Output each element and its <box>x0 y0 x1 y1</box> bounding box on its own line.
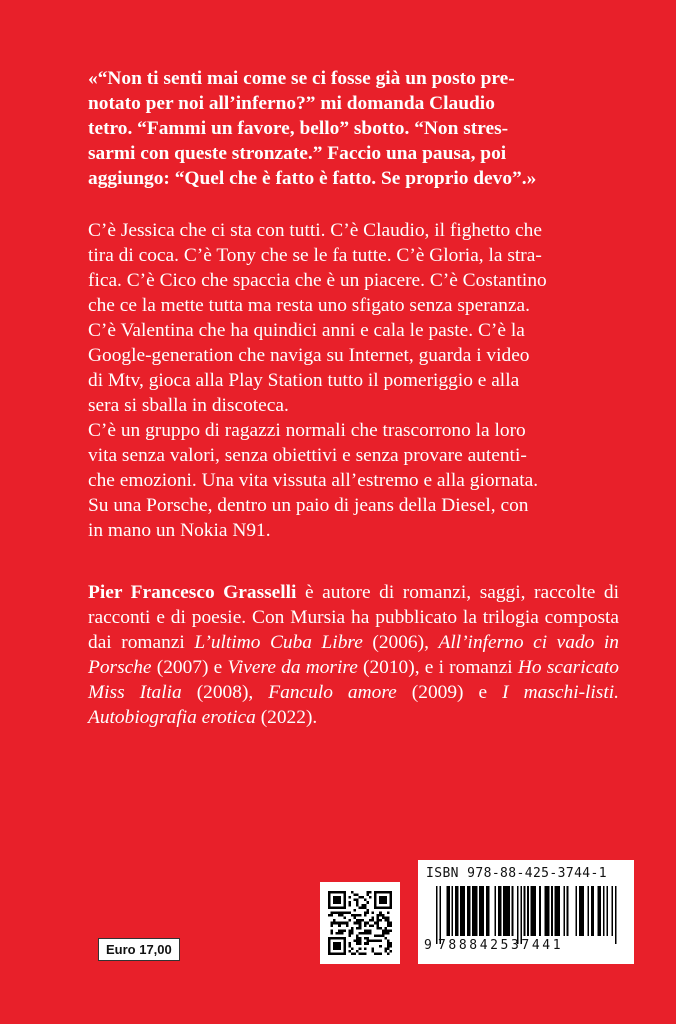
description-line: C’è Jessica che ci sta con tutti. C’è Claudio, il fighetto che <box>88 220 542 241</box>
bio-text: (2007) e <box>151 657 228 678</box>
quote-line: sarmi con queste stronzate.” Faccio una pausa, poi <box>88 143 507 164</box>
bio-text: (2022). <box>255 707 318 728</box>
description-block <box>88 218 619 543</box>
description-line: che ce la mette tutta ma resta uno sfigato senza speranza. <box>88 295 531 316</box>
qr-code <box>320 882 400 964</box>
bio-text: (2009) e <box>396 682 503 703</box>
qr-code-icon <box>328 890 392 956</box>
bio-text: (2010), e i romanzi <box>357 657 518 678</box>
description-line: che emozioni. Una vita vissuta all’estremo e alla giornata. <box>88 470 539 491</box>
description-line: sera si sballa in discoteca. <box>88 395 289 416</box>
bio-text: (2008), <box>181 682 269 703</box>
quote-line: aggiungo: “Quel che è fatto è fatto. Se proprio devo”.» <box>88 168 537 189</box>
isbn-label: ISBN 978-88-425-3744-1 <box>426 866 607 881</box>
book-title: Fanculo amore <box>268 682 397 703</box>
bio-text: è autore di romanzi, saggi, raccolte di racconti e di poesie. Con Mursia ha pubblicato la trilogia composta dai romanzi <box>88 582 619 653</box>
book-title: Vivere da morire <box>227 657 358 678</box>
ean-first-digit: 9 <box>424 938 432 953</box>
description-line: C’è un gruppo di ragazzi normali che trascorrono la loro <box>88 420 526 441</box>
bio-text: (2006), <box>362 632 439 653</box>
description-line: Google-generation che naviga su Internet, guarda i video <box>88 345 530 366</box>
quote-line: notato per noi all’inferno?” mi domanda Claudio <box>88 93 495 114</box>
quote-line: tetro. “Fammi un favore, bello” sbotto. “Non stres- <box>88 118 509 139</box>
ean-digits: 788842537441 <box>438 938 564 953</box>
description-line: Su una Porsche, dentro un paio di jeans della Diesel, con <box>88 495 529 516</box>
description-line: vita senza valori, senza obiettivi e senza provare autenti- <box>88 445 527 466</box>
price-label: Euro 17,00 <box>98 938 180 961</box>
description-line: fica. C’è Cico che spaccia che è un piacere. C’è Costantino <box>88 270 547 291</box>
description-line: C’è Valentina che ha quindici anni e cala le paste. C’è la <box>88 320 525 341</box>
book-title: L’ultimo Cuba Libre <box>194 632 363 653</box>
description-line: di Mtv, gioca alla Play Station tutto il pomeriggio e alla <box>88 370 520 391</box>
description-line: tira di coca. C’è Tony che se le fa tutte. C’è Gloria, la stra- <box>88 245 542 266</box>
quote-block <box>88 66 619 191</box>
author-name: Pier Francesco Grasselli <box>88 582 297 603</box>
book-title: Ho scaricato Miss Italia <box>88 657 619 703</box>
quote-line: «“Non ti senti mai come se ci fosse già un posto pre- <box>88 68 515 89</box>
book-title: All’inferno ci vado in Porsche <box>88 632 619 678</box>
author-bio <box>88 580 619 730</box>
isbn-barcode <box>418 860 634 964</box>
description-line: in mano un Nokia N91. <box>88 520 271 541</box>
book-title: I maschi-listi. Autobiografia erotica <box>88 682 619 728</box>
